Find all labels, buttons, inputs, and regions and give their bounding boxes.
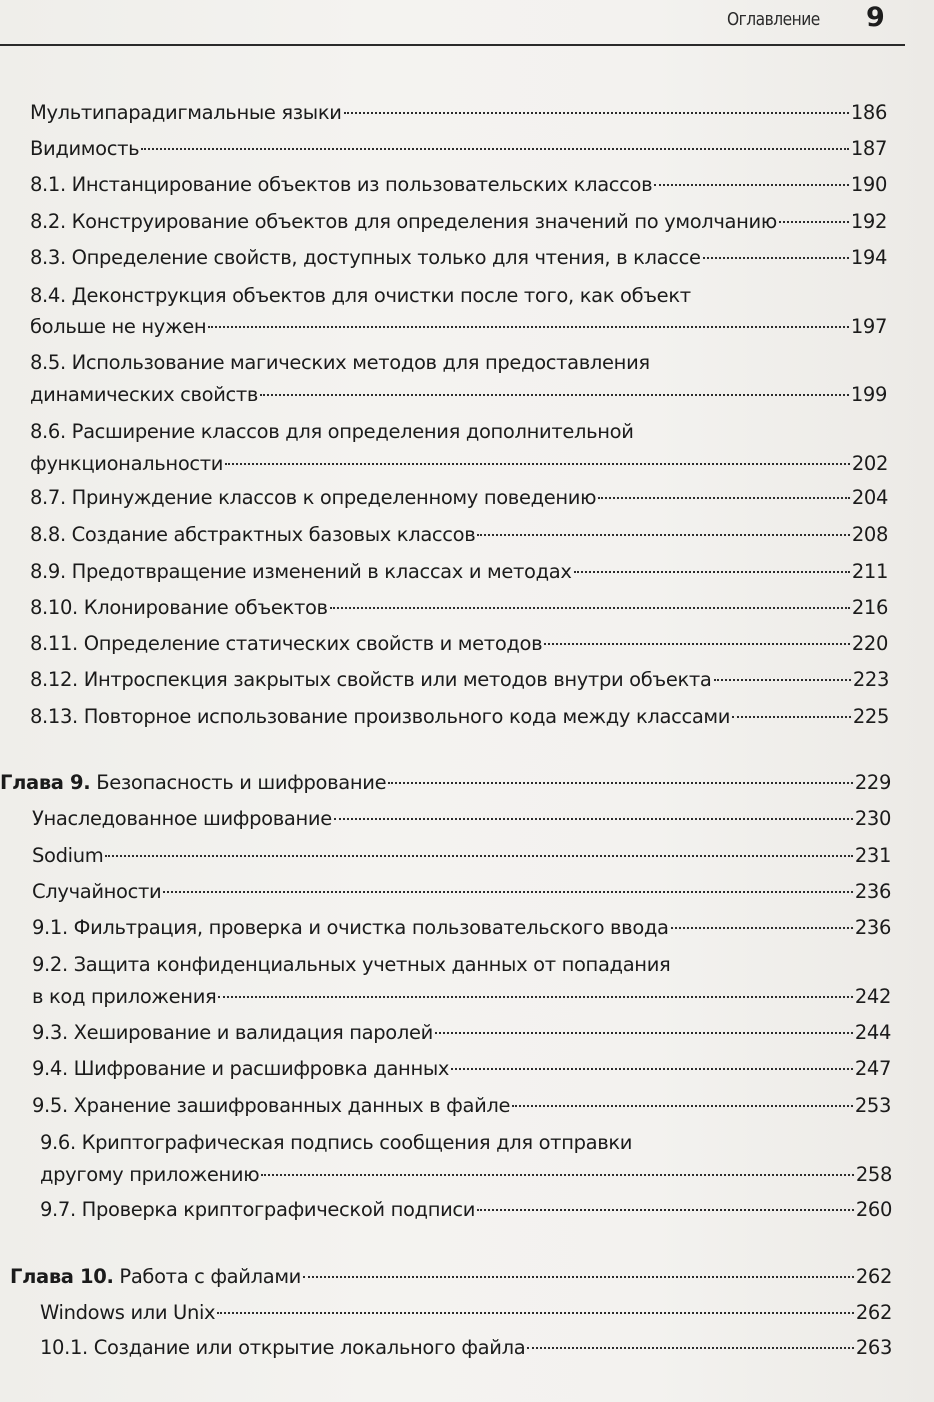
toc-entry-text: Случайности [32,880,162,903]
toc-entry-text: функциональности [30,452,224,475]
toc-entry-text: 8.9. Предотвращение изменений в классах и методах [30,560,572,583]
toc-entry [32,913,891,943]
toc-leader-dots [477,534,849,536]
toc-entry-text: 9.3. Хеширование и валидация паролей [32,1021,433,1044]
toc-entry [30,207,887,237]
toc-leader-dots [527,1347,854,1349]
toc-entry-text: 8.8. Создание абстрактных базовых классов [30,523,476,546]
toc-entry-text: Видимость [30,137,140,160]
toc-leader-dots [714,679,851,681]
toc-leader-dots [330,607,850,609]
toc-leader-dots [105,855,852,857]
toc-entry-first-line: 9.2. Защита конфиденциальных учетных данных от попадания [32,953,671,976]
toc-page-number: 211 [851,560,888,583]
toc-entry-text: Унаследованное шифрование [32,807,332,830]
toc-leader-dots [217,1312,854,1314]
toc-entry-text: 8.10. Клонирование объектов [30,596,328,619]
toc-leader-dots [779,221,849,223]
toc-entry [30,702,889,732]
toc-leader-dots [512,1105,853,1107]
toc-entry-text: Sodium [32,844,104,867]
toc-page-number: 220 [851,632,888,655]
toc-leader-dots [334,818,853,820]
toc-leader-dots [303,1276,854,1278]
toc-entry [32,982,891,1012]
toc-entry [40,1160,892,1190]
toc-page-number: 187 [850,137,887,160]
toc-page-number: 258 [855,1163,892,1186]
header-page-number: 9 [866,2,885,33]
toc-page-number: 236 [854,880,891,903]
toc-entry [30,380,887,410]
toc-leader-dots [654,184,849,186]
toc-entry-text: Мультипарадигмальные языки [30,101,342,124]
toc-entry-text: 10.1. Создание или открытие локального файла [40,1336,526,1359]
toc-entry-text: другому приложению [40,1163,260,1186]
toc-entry [30,134,887,164]
toc-entry-first-line: 8.4. Деконструкция объектов для очистки после того, как объект [30,284,691,307]
toc-entry [32,804,891,834]
toc-entry [30,449,888,479]
toc-entry-text: динамических свойств [30,383,259,406]
toc-page-number: 192 [850,210,887,233]
toc-entry [30,483,888,513]
toc-leader-dots [260,394,849,396]
toc-leader-dots [451,1068,853,1070]
toc-leader-dots [261,1174,854,1176]
toc-entry [30,629,888,659]
header-title: Оглавление [727,9,820,30]
toc-page-number: 223 [852,668,889,691]
chapter-label: Глава 9. [0,771,91,794]
toc-entry-text: 8.3. Определение свойств, доступных только для чтения, в классе [30,246,701,269]
toc-entry [30,98,887,128]
toc-entry-first-line: 8.5. Использование магических методов для предоставления [30,351,650,374]
toc-leader-dots [208,326,849,328]
toc-leader-dots [218,996,852,998]
toc-page-number: 199 [850,383,887,406]
header-rule [0,44,905,46]
toc-page-number: 247 [854,1057,891,1080]
toc-page-number: 204 [851,486,888,509]
toc-chapter-entry [0,768,891,798]
toc-page-number: 230 [854,807,891,830]
toc-page-number: 197 [850,315,887,338]
toc-page-number: 242 [854,985,891,1008]
toc-page-number: 216 [851,596,888,619]
toc-entry-text: Работа с файлами [119,1265,302,1288]
toc-entry-text: 8.12. Интроспекция закрытых свойств или методов внутри объекта [30,668,712,691]
toc-entry-text: 8.11. Определение статических свойств и методов [30,632,543,655]
toc-entry [40,1333,892,1363]
toc-entry [32,1054,891,1084]
toc-page-number: 244 [854,1021,891,1044]
toc-leader-dots [388,782,853,784]
toc-leader-dots [544,643,850,645]
toc-page-number: 263 [855,1336,892,1359]
toc-leader-dots [598,497,850,499]
toc-entry-text: 8.2. Конструирование объектов для определения значений по умолчанию [30,210,777,233]
toc-leader-dots [163,891,852,893]
toc-page-number: 202 [851,452,888,475]
toc-leader-dots [225,463,850,465]
toc-chapter-entry [10,1262,892,1292]
toc-entry-text: Windows или Unix [40,1301,216,1324]
toc-leader-dots [671,927,853,929]
running-header [0,0,934,50]
chapter-label: Глава 10. [10,1265,114,1288]
toc-entry-first-line: 8.6. Расширение классов для определения дополнительной [30,420,634,443]
toc-entry-text: Безопасность и шифрование [96,771,387,794]
toc-page-number: 186 [850,101,887,124]
toc-page-number: 236 [854,916,891,939]
toc-page-number: 260 [855,1198,892,1221]
toc-page-number: 194 [850,246,887,269]
toc-entry-text: больше не нужен [30,315,207,338]
toc-page-number: 253 [854,1094,891,1117]
toc-page-number: 262 [855,1301,892,1324]
toc-entry [30,243,887,273]
toc-leader-dots [435,1032,853,1034]
toc-leader-dots [344,112,849,114]
toc-entry [32,1091,891,1121]
toc-entry [30,170,887,200]
toc-entry-text: 8.7. Принуждение классов к определенному поведению [30,486,597,509]
toc-page-number: 190 [850,173,887,196]
toc-leader-dots [141,148,849,150]
toc-entry-text: 9.4. Шифрование и расшифровка данных [32,1057,450,1080]
toc-page-number: 225 [852,705,889,728]
toc-entry [40,1298,892,1328]
toc-entry-text: 9.5. Хранение зашифрованных данных в файле [32,1094,511,1117]
toc-leader-dots [732,716,851,718]
toc-entry-text: в код приложения [32,985,217,1008]
toc-page-number: 231 [854,844,891,867]
toc-entry [32,841,891,871]
toc-entry [30,665,889,695]
toc-entry-text: 9.7. Проверка криптографической подписи [40,1198,476,1221]
toc-entry-text: 8.13. Повторное использование произвольного кода между классами [30,705,731,728]
toc-leader-dots [477,1209,854,1211]
toc-entry [30,557,888,587]
toc-entry-text: 8.1. Инстанцирование объектов из пользовательских классов [30,173,653,196]
toc-entry [32,877,891,907]
toc-entry-text: 9.1. Фильтрация, проверка и очистка пользовательского ввода [32,916,669,939]
toc-entry [32,1018,891,1048]
toc-entry-first-line: 9.6. Криптографическая подпись сообщения для отправки [40,1131,633,1154]
toc-entry [40,1195,892,1225]
toc-entry [30,520,888,550]
toc-page-number: 208 [851,523,888,546]
toc-entry [30,593,888,623]
toc-page-number: 262 [855,1265,892,1288]
toc-leader-dots [703,257,849,259]
toc-entry [30,312,887,342]
toc-page-number: 229 [854,771,891,794]
toc-leader-dots [574,571,850,573]
